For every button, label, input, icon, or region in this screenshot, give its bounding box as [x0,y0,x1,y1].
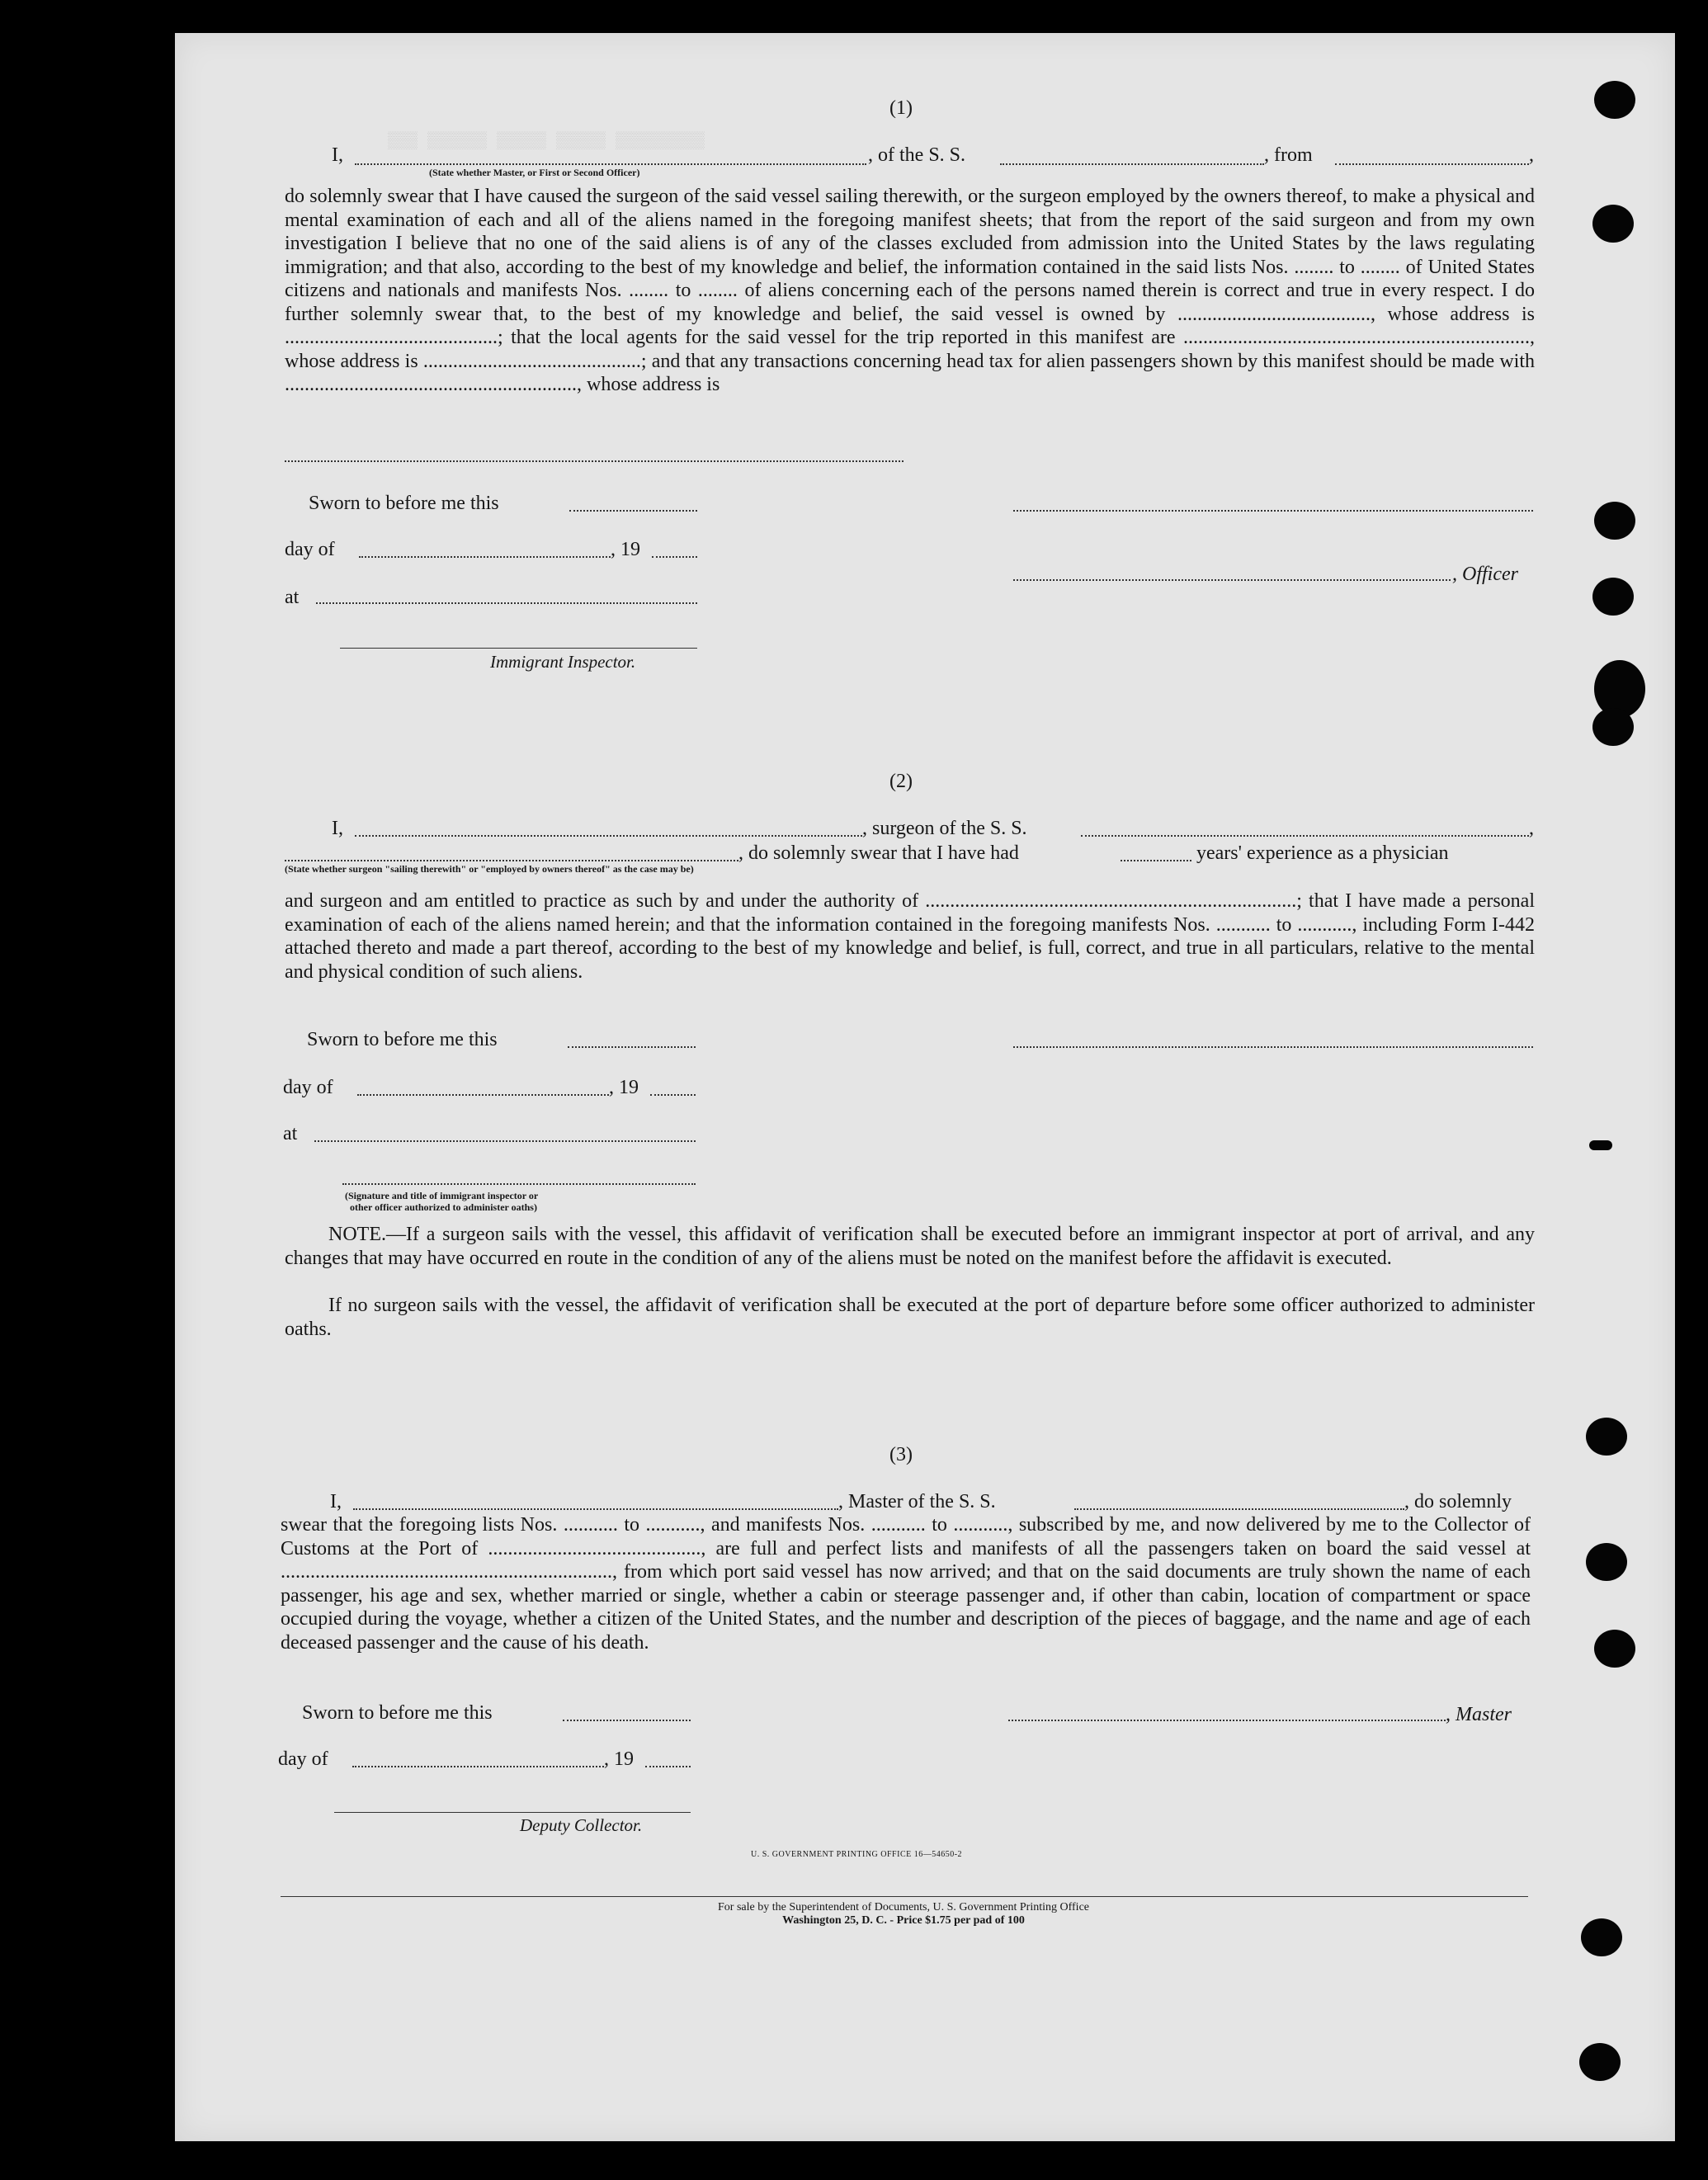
s3-body: swear that the foregoing lists Nos. ........... to ..........., and manifests Nos. ........... to ..........., subscribed by me, and now delivered by me to the Collector of Customs at the Port of ..........................................., are full and perfect lists and manifests of all the passengers taken on board the said vessel at ..................................................................., from which port said vessel has now arrived; and that on the said documents are truly shown the name of each passenger, his age and sex, whether married or single, whether a cabin or steerage passenger and, if other than cabin, location of compartment or space occupied during the voyage, whether a citizen of the United States, and the number and description of the pieces of baggage, and the name and age of each deceased passenger and the cause of his death. [281,1514,1531,1654]
s2-sworn-blank [568,1046,696,1048]
s2-note-2: If no surgeon sails with the vessel, the affidavit of verification shall be executed at the port of departure before some officer authorized to administer oaths. [285,1295,1535,1340]
s2-swear: , do solemnly swear that I have had [738,842,1019,864]
s2-year-blank [650,1094,696,1096]
s2-state-note: (State whether surgeon "sailing therewith" or "employed by owners thereof" as the case may be) [285,863,694,875]
s2-sig-note-2: other officer authorized to administer oaths) [350,1201,537,1213]
sale-line-2: Washington 25, D. C. - Price $1.75 per pad of 100 [782,1914,1025,1927]
s3-year-blank [645,1766,691,1767]
punch-hole [1594,81,1635,119]
s1-i: I, [332,144,343,166]
s1-name-blank [355,163,866,165]
s1-inspector: Immigrant Inspector. [490,652,636,672]
s2-years: years' experience as a physician [1196,842,1449,864]
s1-inspector-sig-line [340,648,697,649]
s1-year: , 19 [611,539,640,560]
punch-hole [1589,1140,1612,1150]
s1-day-blank [359,556,611,558]
s2-sworn: Sworn to before me this [307,1029,498,1050]
s2-i: I, [332,818,343,839]
s1-body: do solemnly swear that I have caused the surgeon of the said vessel sailing therewith, or the surgeon employed by the owners thereof, to make a physical and mental examination of each and all of the aliens named in the foregoing manifest sheets; that from the report of the said surgeon and from my own investigation I believe that no one of the said aliens is of any of the classes excluded from admission into the United States by the laws regulating immigration; and that also, according to the best of my knowledge and belief, the information contained in the said lists Nos. ........ to ........ of United States citizens and nationals and manifests Nos. ........ to ........ of aliens concerning each of the persons named therein is correct and true in every respect. I do further solemnly swear that, to the best of my knowledge and belief, the said vessel is owned by ......................................., whose address is ...........................................; that the local agents for the said vessel for the trip reported in this manifest are ......................................................................, whose address is ............................................; and that any transactions concerning head tax for alien passengers shown by this manifest should be made with ..........................................................., whose address is [285,186,1535,395]
s2-day-of: day of [283,1077,333,1098]
s2-note-text: —If a surgeon sails with the vessel, this affidavit of verification shall be executed before an immigrant inspector at port of arrival, and any changes that may have occurred en route in the condition of any of the aliens must be noted on the manifest before the affidavit is executed. [285,1224,1535,1269]
s3-master: , Master [1446,1704,1512,1725]
footer-rule [281,1896,1528,1897]
s2-note [285,1223,1535,1270]
s2-name-blank [355,835,862,837]
bleed-through: ▒▒▒ ▒▒▒▒▒▒ ▒▒▒▒▒ ▒▒▒▒▒ ▒▒▒▒▒▒▒▒▒ [388,132,705,151]
s3-i: I, [330,1491,342,1512]
section-3-number: (3) [889,1444,913,1465]
s3-name-blank [353,1508,838,1510]
s2-surgeon-sig-line [1013,1046,1533,1048]
s1-year-blank [652,556,697,558]
sale-line-1: For sale by the Superintendent of Documents, U. S. Government Printing Office [718,1901,1089,1913]
s2-note-label: NOTE. [328,1224,386,1245]
s3-sworn: Sworn to before me this [302,1702,493,1724]
s1-ship-blank [1000,163,1264,165]
s2-at: at [283,1123,298,1144]
s3-deputy: Deputy Collector. [520,1815,643,1835]
s1-from-blank [1335,163,1529,165]
s2-body: and surgeon and am entitled to practice as such by and under the authority of ...........................................................................; that I have made a personal examination of each of the aliens named herein; and that the information contained in the foregoing manifests Nos. ........... to ..........., including Form I-442 attached thereto and made a part thereof, according to the best of my knowledge and belief, is full, correct, and true in all particulars, relative to the mental and physical condition of such aliens. [285,890,1535,983]
s3-day-blank [352,1766,604,1767]
s2-at-blank [314,1140,696,1142]
s3-ship-blank [1074,1508,1404,1510]
s1-at: at [285,587,300,608]
s1-officer-sig-line [1013,510,1533,512]
s2-year: , 19 [609,1077,639,1098]
s3-collector-sig-line [334,1812,691,1813]
s2-sig-note-1: (Signature and title of immigrant inspector or [345,1190,539,1201]
section-1-number: (1) [889,97,913,119]
s2-status-blank [285,860,738,861]
punch-hole [1594,1630,1635,1668]
s1-from-label: , from [1264,144,1313,166]
punch-hole [1579,2043,1621,2081]
section-2-number: (2) [889,771,913,792]
s3-year: , 19 [604,1748,634,1770]
s1-ss-label: , of the S. S. [868,144,966,166]
s2-inspector-sig-line [342,1183,696,1185]
s2-years-blank [1121,860,1191,861]
s1-officer: , Officer [1452,564,1518,585]
s3-sworn-blank [563,1720,691,1721]
punch-hole [1592,708,1634,746]
punch-hole [1586,1418,1627,1456]
s1-day-of: day of [285,539,335,560]
s3-swear: , do solemnly [1404,1491,1512,1512]
s2-surgeon-label: , surgeon of the S. S. [862,818,1027,839]
punch-hole [1586,1543,1627,1581]
s3-day-of: day of [278,1748,328,1770]
s2-ship-blank [1081,835,1529,837]
s1-state-note: (State whether Master, or First or Second Officer) [429,167,640,178]
s1-address-blank [285,460,904,462]
s1-at-blank [316,602,697,604]
s1-sworn-blank [569,510,697,512]
punch-hole [1581,1918,1622,1956]
s3-master-label: , Master of the S. S. [838,1491,996,1512]
gpo-imprint: U. S. GOVERNMENT PRINTING OFFICE 16—54650-2 [751,1850,963,1859]
s3-master-sig-line [1008,1720,1446,1721]
punch-hole [1592,205,1634,243]
s1-officer-line [1013,579,1451,581]
s2-day-blank [357,1094,609,1096]
s1-sworn: Sworn to before me this [309,493,499,514]
punch-hole [1592,578,1634,616]
punch-hole [1594,502,1635,540]
